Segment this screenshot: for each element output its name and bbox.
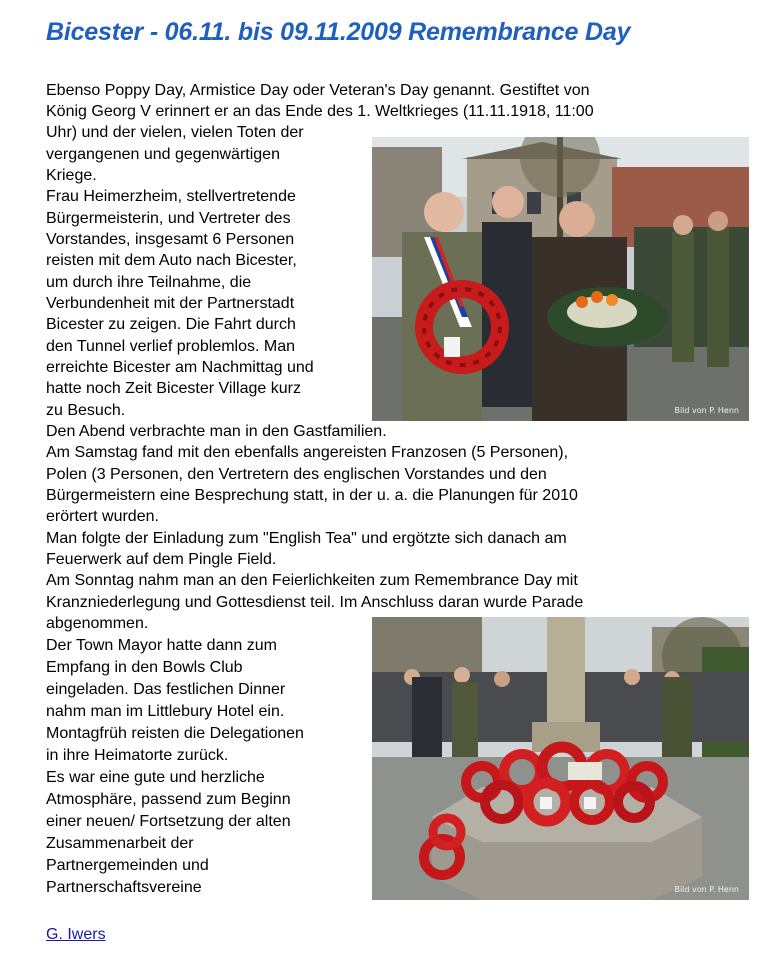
text-line: Bicester zu zeigen. Die Fahrt durch	[46, 316, 296, 333]
text-line: Am Samstag fand mit den ebenfalls angereisten Franzosen (5 Personen),	[46, 444, 569, 461]
text-line: nahm man im Littlebury Hotel ein.	[46, 703, 285, 720]
text-line: Den Abend verbrachte man in den Gastfamilien.	[46, 423, 387, 440]
photo-wreath-bearers-image	[372, 137, 749, 421]
text-line: einer neuen/ Fortsetzung der alten	[46, 813, 291, 830]
text-line: Kriege.	[46, 167, 97, 184]
text-line: Bürgermeisterin, und Vertreter des	[46, 210, 291, 227]
text-line: erörtert wurden.	[46, 508, 159, 525]
text-line: Uhr) und der vielen, vielen Toten der	[46, 124, 304, 141]
text-line: Der Town Mayor hatte dann zum	[46, 637, 277, 654]
photo-war-memorial	[372, 617, 749, 900]
text-line: um durch ihre Teilnahme, die	[46, 274, 252, 291]
text-line: Am Sonntag nahm man an den Feierlichkeiten zum Remembrance Day mit	[46, 572, 578, 589]
text-line: Zusammenarbeit der	[46, 835, 194, 852]
text-line: Vorstandes, insgesamt 6 Personen	[46, 231, 295, 248]
photo-war-memorial-image	[372, 617, 749, 900]
text-line: hatte noch Zeit Bicester Village kurz	[46, 380, 301, 397]
text-line: Partnergemeinden und	[46, 857, 209, 874]
page-title: Bicester - 06.11. bis 09.11.2009 Remembrance Day	[46, 18, 631, 46]
text-line: Es war eine gute und herzliche	[46, 769, 265, 786]
text-line: Frau Heimerzheim, stellvertretende	[46, 188, 296, 205]
text-line: Bürgermeistern eine Besprechung statt, in der u. a. die Planungen für 2010	[46, 487, 578, 504]
text-line: abgenommen.	[46, 615, 149, 632]
text-line: Feuerwerk auf dem Pingle Field.	[46, 551, 277, 568]
text-line: Polen (3 Personen, den Vertretern des englischen Vorstandes und den	[46, 466, 547, 483]
text-line: Ebenso Poppy Day, Armistice Day oder Veteran's Day genannt. Gestiftet von	[46, 82, 590, 99]
text-line: vergangenen und gegenwärtigen	[46, 146, 280, 163]
text-line: eingeladen. Das festlichen Dinner	[46, 681, 286, 698]
text-line: Man folgte der Einladung zum "English Tea" und ergötzte sich danach am	[46, 530, 567, 547]
text-line: Kranzniederlegung und Gottesdienst teil. Im Anschluss daran wurde Parade	[46, 594, 584, 611]
text-line: erreichte Bicester am Nachmittag und	[46, 359, 314, 376]
author-link[interactable]: G. Iwers	[46, 926, 106, 943]
text-line: Montagfrüh reisten die Delegationen	[46, 725, 304, 742]
photo-wreath-bearers	[372, 137, 749, 421]
text-line: Atmosphäre, passend zum Beginn	[46, 791, 291, 808]
text-line: reisten mit dem Auto nach Bicester,	[46, 252, 297, 269]
photo-credit: Bild von P. Henn	[674, 406, 739, 415]
text-line: König Georg V erinnert er an das Ende des 1. Weltkrieges (11.11.1918, 11:00	[46, 103, 594, 120]
text-line: Empfang in den Bowls Club	[46, 659, 243, 676]
text-line: Partnerschaftsvereine	[46, 879, 202, 896]
text-line: Verbundenheit mit der Partnerstadt	[46, 295, 295, 312]
text-line: in ihre Heimatorte zurück.	[46, 747, 229, 764]
text-line: zu Besuch.	[46, 402, 126, 419]
text-line: den Tunnel verlief problemlos. Man	[46, 338, 296, 355]
photo-credit: Bild von P. Henn	[674, 885, 739, 894]
